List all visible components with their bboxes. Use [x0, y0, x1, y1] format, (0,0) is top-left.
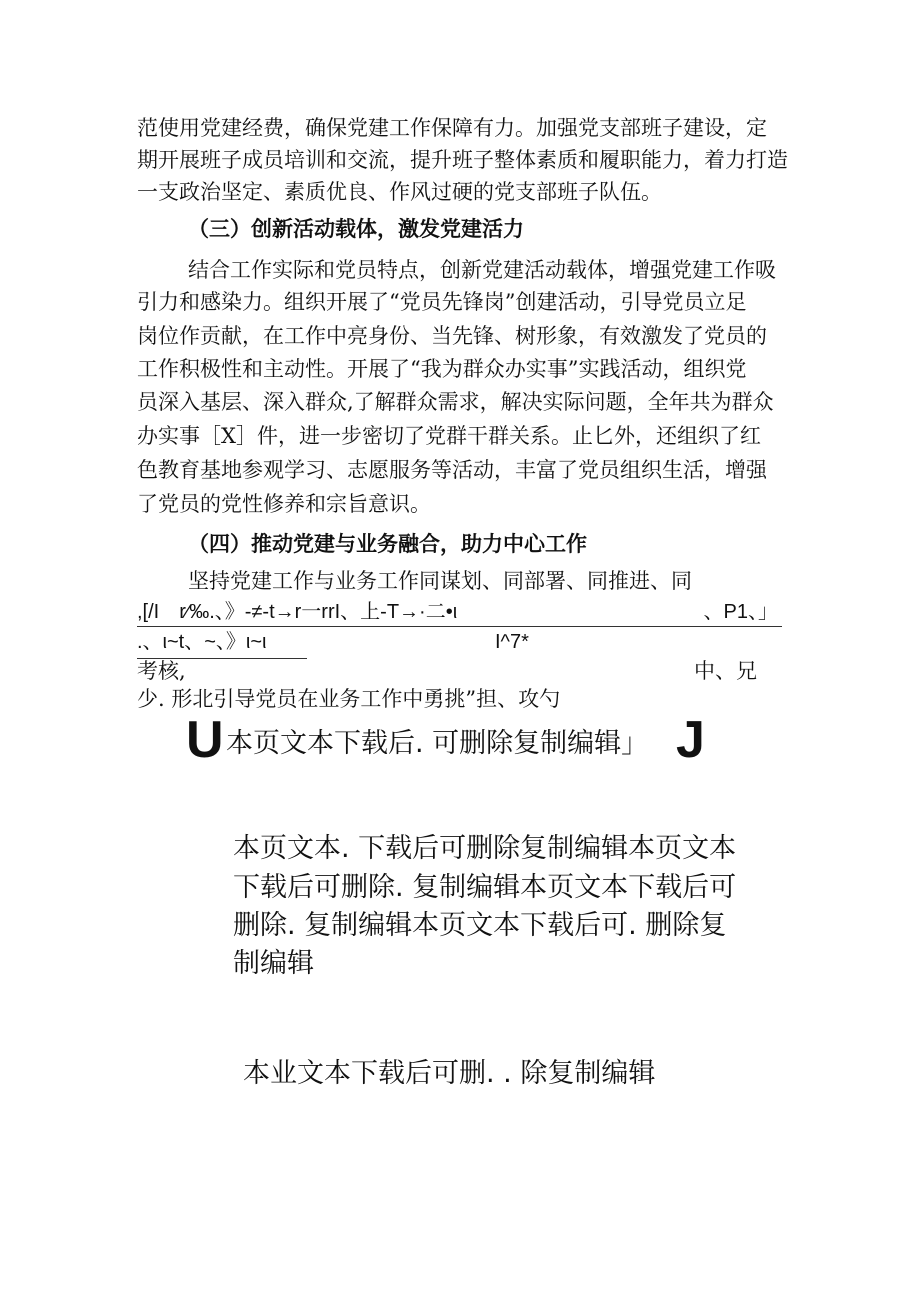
- final-line: 本业文本下载后可删. . 除复制编辑: [243, 1058, 656, 1089]
- para-line: 坚持党建工作与业务工作同谋划、同部署、同推进、同: [188, 569, 692, 593]
- para-line: 考核,: [137, 659, 186, 683]
- garbled-text: .、ι~t、~、》ι~ι: [137, 626, 307, 659]
- para-line: 结合工作实际和党员特点，创新党建活动载体，增强党建工作吸: [188, 258, 776, 282]
- notice-left-glyph: U: [186, 711, 224, 769]
- section-heading-4: （四）推动党建与业务融合，助力中心工作: [188, 532, 587, 556]
- para-line: 引力和感染力。组织开展了“党员先锋岗”创建活动，引导党员立足: [137, 290, 747, 314]
- garbled-line: [137, 626, 782, 656]
- repeat-line: 删除. 复制编辑本页文本下载后可. 删除复: [233, 910, 727, 941]
- notice-right-glyph: J: [676, 711, 705, 769]
- repeat-line: 下载后可删除. 复制编辑本页文本下载后可: [233, 872, 737, 903]
- garbled-text: 、P1、」: [703, 601, 778, 623]
- para-line: 范使用党建经费，确保党建工作保障有力。加强党支部班子建设，定: [137, 116, 767, 140]
- para-line: 中、兄: [694, 659, 757, 683]
- garbled-line: [137, 596, 782, 627]
- notice-text: 本页文本下载后. 可删除复制编辑」: [226, 728, 649, 759]
- repeat-line: 制编辑: [233, 948, 314, 979]
- para-line: 少. 形北引导党员在业务工作中勇挑”担、攻勺: [137, 687, 561, 711]
- garbled-text: ,[/I r∕‰.、》-≠-t→r一rrI、上-T→·二•ι: [137, 601, 458, 623]
- para-line: 员深入基层、深入群众,了解群众需求，解决实际问题，全年共为群众: [137, 390, 774, 414]
- para-line: 一支政治坚定、素质优良、作风过硬的党支部班子队伍。: [137, 180, 662, 204]
- para-line: 工作积极性和主动性。开展了“我为群众办实事”实践活动，组织党: [137, 357, 747, 381]
- para-line: 期开展班子成员培训和交流，提升班子整体素质和履职能力，着力打造: [137, 148, 788, 172]
- section-heading-3: （三）创新活动载体，激发党建活力: [188, 217, 524, 241]
- para-line: 色教育基地参观学习、志愿服务等活动，丰富了党员组织生活，增强: [137, 458, 767, 482]
- garbled-text: I^7*: [495, 631, 529, 653]
- para-line: 办实事［X］件，进一步密切了党群干群关系。止匕外，还组织了红: [137, 424, 761, 448]
- para-line: 岗位作贡献，在工作中亮身份、当先锋、树形象，有效激发了党员的: [137, 324, 767, 348]
- repeat-line: 本页文本. 下载后可删除复制编辑本页文本: [233, 833, 737, 864]
- para-line: 了党员的党性修养和宗旨意识。: [137, 492, 431, 516]
